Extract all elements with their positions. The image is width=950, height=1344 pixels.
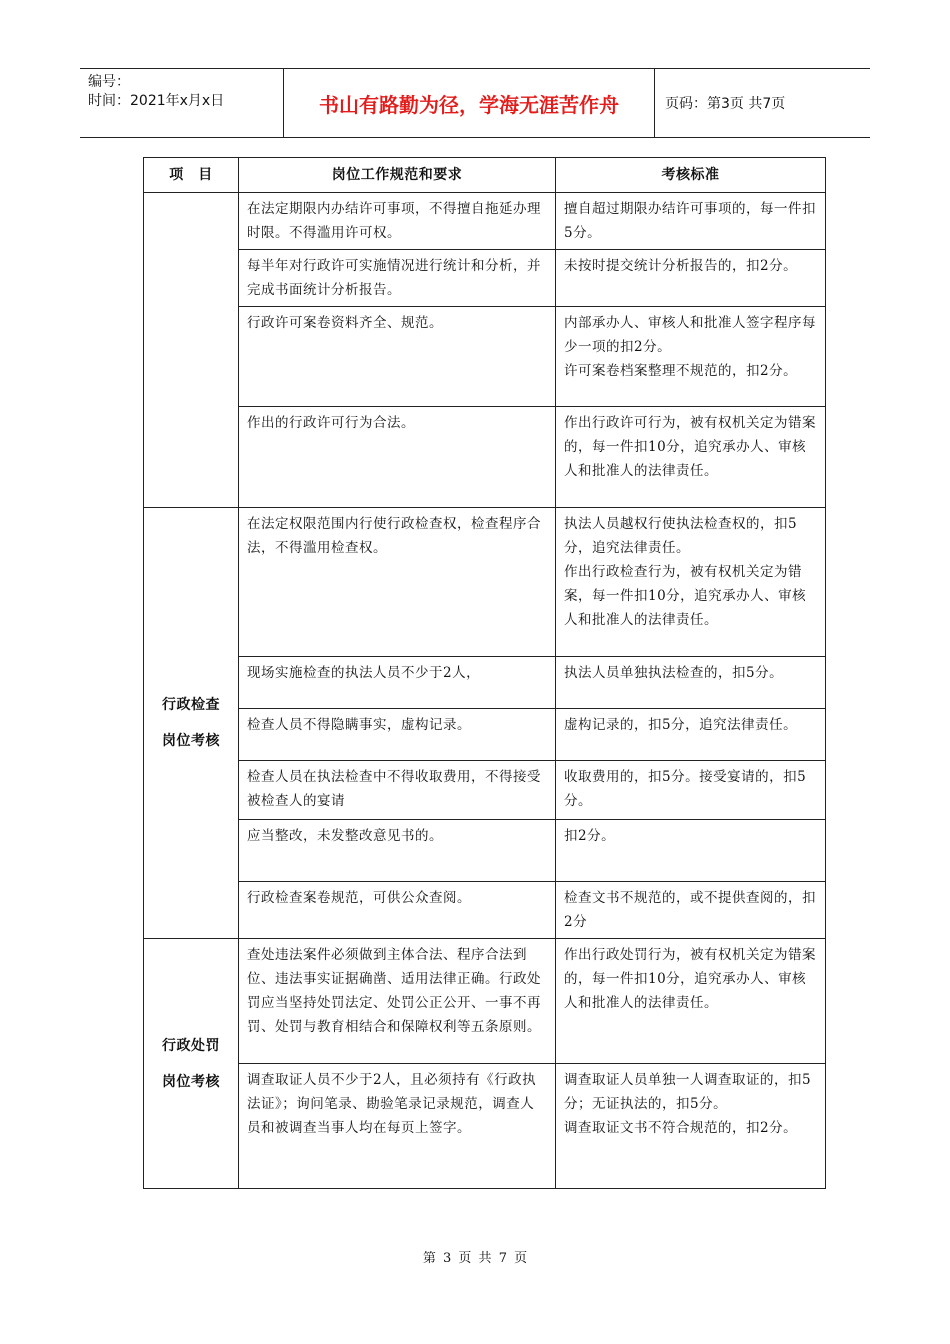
requirement-cell: 检查人员不得隐瞒事实，虚构记录。 — [239, 709, 556, 761]
table-row — [144, 508, 826, 657]
standard-cell: 虚构记录的，扣5分，追究法律责任。 — [556, 709, 826, 761]
header-item: 项 目 — [144, 158, 239, 193]
table-row — [144, 193, 826, 250]
requirement-cell: 作出的行政许可行为合法。 — [239, 407, 556, 508]
standard-cell: 内部承办人、审核人和批准人签字程序每少一项的扣2分。 许可案卷档案整理不规范的，扣2分。 — [556, 307, 826, 407]
requirement-cell: 每半年对行政许可实施情况进行统计和分析，并完成书面统计分析报告。 — [239, 250, 556, 307]
standard-cell: 作出行政处罚行为，被有权机关定为错案的，每一件扣10分，追究承办人、审核人和批准人的法律责任。 — [556, 939, 826, 1064]
table-row — [144, 761, 826, 820]
header-motto: 书山有路勤为径，学海无涯苦作舟 — [284, 69, 655, 137]
standard-cell: 收取费用的，扣5分。接受宴请的，扣5分。 — [556, 761, 826, 820]
requirement-cell: 检查人员在执法检查中不得收取费用，不得接受被检查人的宴请 — [239, 761, 556, 820]
standard-cell: 作出行政许可行为，被有权机关定为错案的，每一件扣10分，追究承办人、审核人和批准人的法律责任。 — [556, 407, 826, 508]
table-row — [144, 407, 826, 508]
requirement-cell: 应当整改，未发整改意见书的。 — [239, 820, 556, 882]
table-row — [144, 820, 826, 882]
table-row — [144, 250, 826, 307]
table-row — [144, 657, 826, 709]
header-page-label: 页码：第3页 共7页 — [665, 96, 786, 112]
table-row — [144, 307, 826, 407]
header-requirement: 岗位工作规范和要求 — [239, 158, 556, 193]
requirement-cell: 在法定期限内办结许可事项，不得擅自拖延办理时限。不得滥用许可权。 — [239, 193, 556, 250]
header-meta — [80, 69, 284, 137]
table-row — [144, 882, 826, 939]
standard-cell: 擅自超过期限办结许可事项的，每一件扣5分。 — [556, 193, 826, 250]
requirement-cell: 调查取证人员不少于2人，且必须持有《行政执法证》；询问笔录、勘验笔录记录规范，调查人员和被调查当事人均在每页上签字。 — [239, 1064, 556, 1189]
table-row — [144, 1064, 826, 1189]
standard-cell: 执法人员越权行使执法检查权的，扣5分，追究法律责任。 作出行政检查行为，被有权机关定为错案，每一件扣10分，追究承办人、审核人和批准人的法律责任。 — [556, 508, 826, 657]
header-standard: 考核标准 — [556, 158, 826, 193]
requirement-cell: 在法定权限范围内行使行政检查权，检查程序合法，不得滥用检查权。 — [239, 508, 556, 657]
requirement-cell: 查处违法案件必须做到主体合法、程序合法到位、违法事实证据确凿、适用法律正确。行政处罚应当坚持处罚法定、处罚公正公开、一事不再罚、处罚与教育相结合和保障权利等五条原则。 — [239, 939, 556, 1064]
page-header — [80, 68, 870, 138]
requirement-cell: 现场实施检查的执法人员不少于2人， — [239, 657, 556, 709]
table-row — [144, 709, 826, 761]
category-cell-permit — [144, 193, 239, 508]
date-label: 时间：2021年x月x日 — [88, 93, 225, 109]
category-cell-inspection: 行政检查 岗位考核 — [144, 508, 239, 939]
number-label: 编号： — [88, 74, 130, 90]
assessment-table — [143, 157, 826, 1189]
standard-cell: 调查取证人员单独一人调查取证的，扣5分；无证执法的，扣5分。 调查取证文书不符合规范的，扣2分。 — [556, 1064, 826, 1189]
standard-cell: 未按时提交统计分析报告的，扣2分。 — [556, 250, 826, 307]
standard-cell: 检查文书不规范的，或不提供查阅的，扣2分 — [556, 882, 826, 939]
standard-cell: 扣2分。 — [556, 820, 826, 882]
requirement-cell: 行政许可案卷资料齐全、规范。 — [239, 307, 556, 407]
standard-cell: 执法人员单独执法检查的，扣5分。 — [556, 657, 826, 709]
category-cell-penalty: 行政处罚 岗位考核 — [144, 939, 239, 1189]
page-footer: 第 3 页 共 7 页 — [422, 1251, 528, 1266]
requirement-cell: 行政检查案卷规范，可供公众查阅。 — [239, 882, 556, 939]
table-header-row — [144, 158, 826, 193]
table-row — [144, 939, 826, 1064]
